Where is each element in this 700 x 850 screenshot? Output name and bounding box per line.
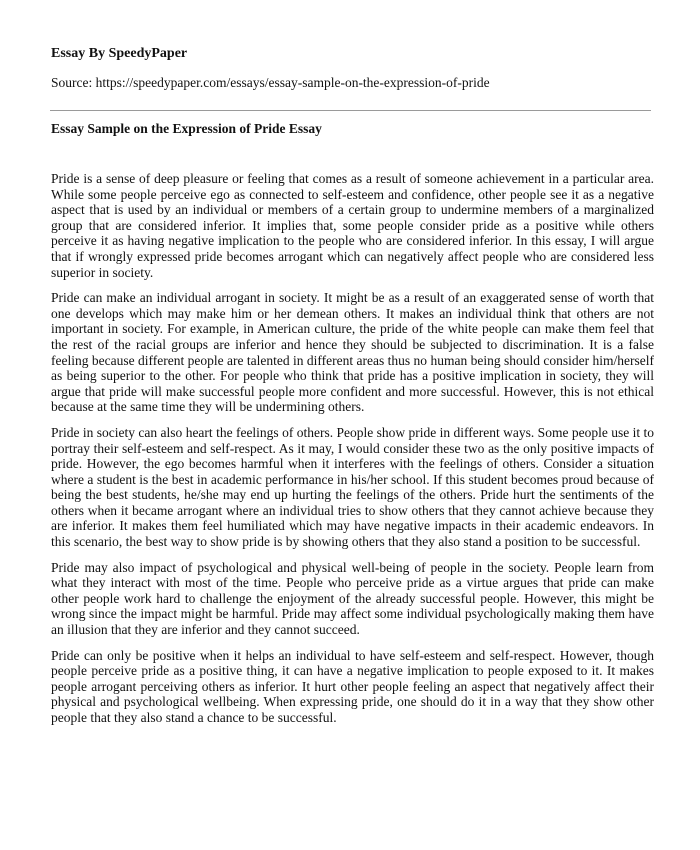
essay-paragraph-3: Pride in society can also heart the feelings of others. People show pride in different ways. Some people use it to portray their self-esteem and self-respect. As it may, I would consider these two as the only positive impacts of pride. However, the ego becomes harmful when it interferes with the feelings of others. Consider a situation where a student is the best in academic performance in his/her school. If this student becomes proud because of being the best students, he/she may end up hurting the feelings of the others. Pride hurt the sentiments of the others when it became arrogant where an individual tries to show others that they cannot achieve because they are inferior. It makes them feel humiliated which may have negative impacts in their academic endeavors. In this scenario, the best way to show pride is by showing others that they also stand a position to be successful. bbox=[51, 424, 654, 550]
document-header bbox=[51, 46, 651, 91]
brand-title: Essay By SpeedyPaper bbox=[51, 46, 188, 61]
essay-body bbox=[51, 171, 654, 736]
source-label: Source: bbox=[51, 75, 93, 90]
essay-paragraph-2: Pride can make an individual arrogant in society. It might be as a result of an exaggerated sense of worth that one develops which may make him or her demean others. It makes an individual think that others are not important in society. For example, in American culture, the pride of the white people can make them feel that the rest of the racial groups are inferior and hence they should be subjected to discrimination. It is a false feeling because different people are talented in different areas thus no human being should consider him/herself as being superior to the other. For people who think that pride has a positive implication in society, they will argue that pride will make successful people more confident and more successful. However, this is not ethical because at the same time they will be undermining others. bbox=[51, 290, 654, 415]
source-line bbox=[51, 75, 651, 91]
source-url: https://speedypaper.com/essays/essay-sample-on-the-expression-of-pride bbox=[95, 75, 490, 90]
essay-paragraph-4: Pride may also impact of psychological and physical well-being of people in the society. People learn from what they interact with most of the time. People who perceive pride as a virtue argues that pride can make other people work hard to challenge the enjoyment of the already successful people. However, this might be wrong since the impact might be harmful. Pride may affect some individual psychologically making them have an illusion that they are inferior and they cannot succeed. bbox=[51, 559, 654, 638]
header-divider bbox=[50, 110, 651, 111]
essay-title: Essay Sample on the Expression of Pride Essay bbox=[51, 121, 322, 136]
essay-paragraph-1: Pride is a sense of deep pleasure or feeling that comes as a result of someone achievement in a particular area. While some people perceive ego as connected to self-esteem and confidence, other people see it as a negative aspect that is used by an individual or members of a certain group to undermine members of a marginalized group that are considered inferior. It implies that, some people consider pride as a positive while others perceive it as having negative implication to the people who are considered inferior. In this essay, I will argue that if wrongly expressed pride becomes arrogant which can negatively affect people who are considered less superior in society. bbox=[51, 171, 654, 280]
essay-paragraph-5: Pride can only be positive when it helps an individual to have self-esteem and self-respect. However, though people perceive pride as a positive thing, it can have a negative implication to people exposed to it. It makes people arrogant perceiving others as inferior. It hurt other people feeling an aspect that negatively affect their physical and psychological wellbeing. When expressing pride, one should do it in a way that they show other people that they also stand a chance to be successful. bbox=[51, 647, 654, 725]
